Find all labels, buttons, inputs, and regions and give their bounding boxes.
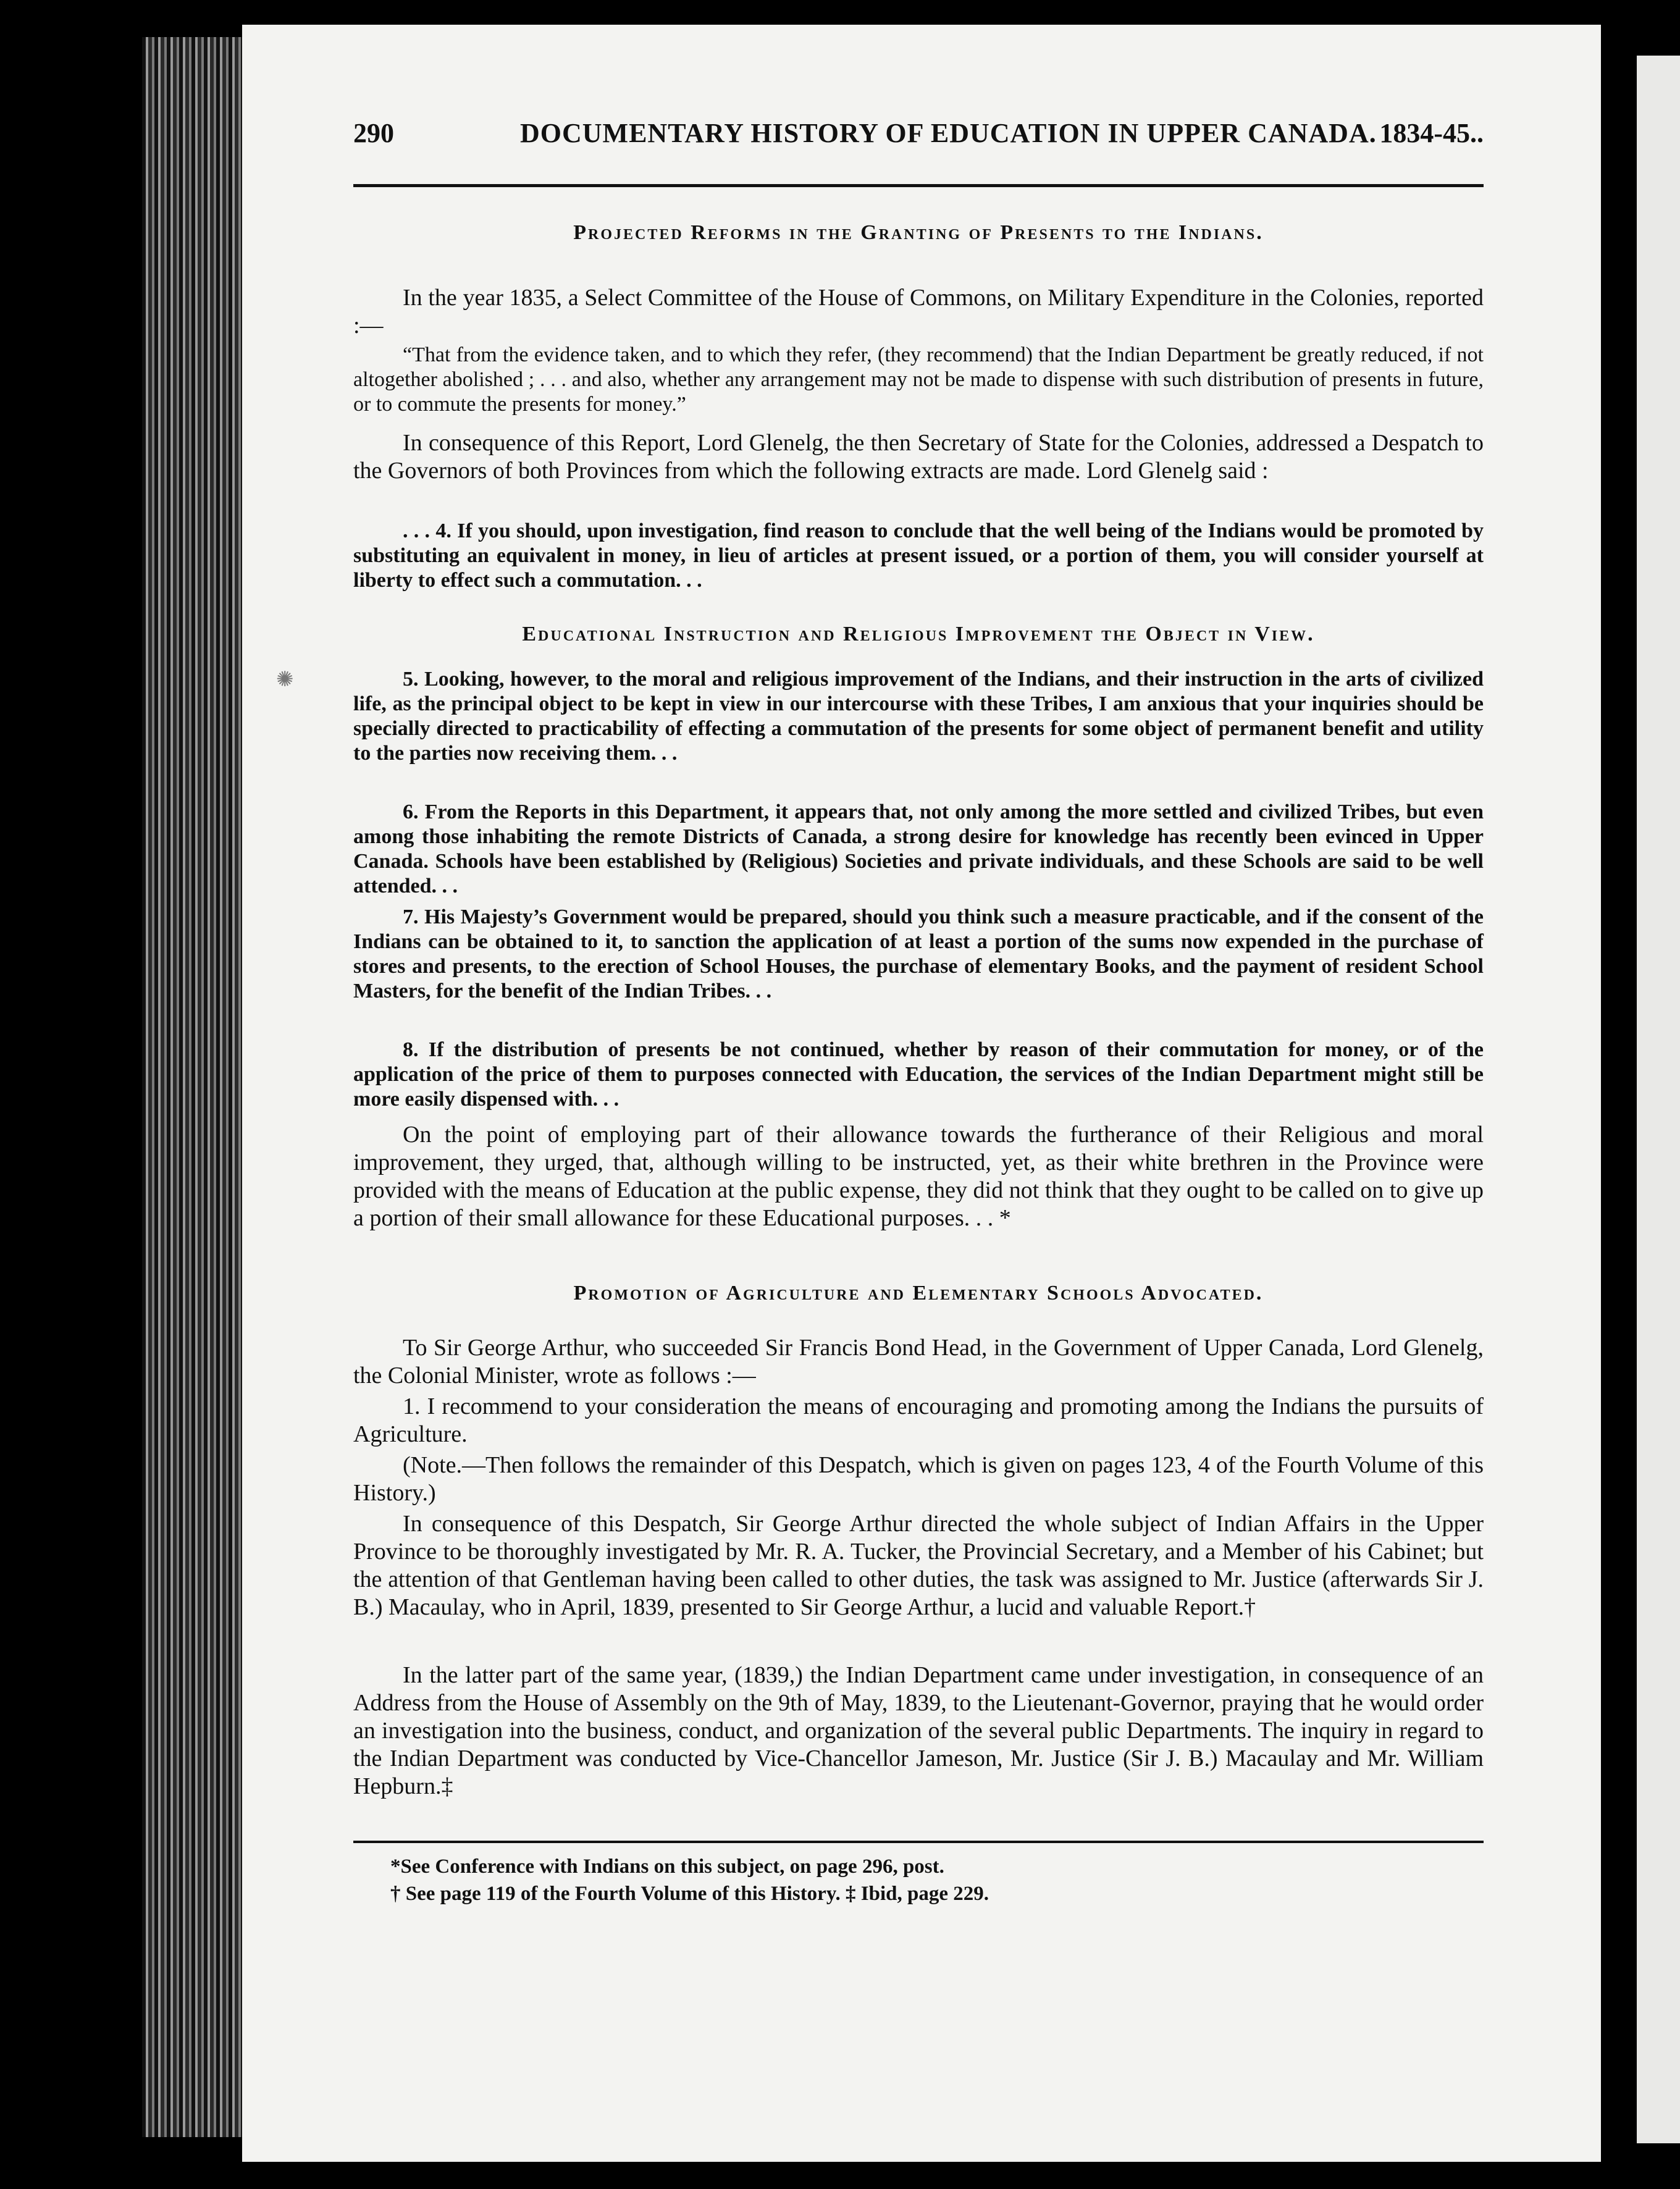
paragraph: (Note.—Then follows the remainder of this Despatch, which is given on pages 123, 4 of the Fourth Volume of this History.) <box>353 1452 1484 1506</box>
margin-mark-icon: ✺ <box>276 668 294 691</box>
body-text <box>353 1393 1484 1448</box>
quoted-text <box>353 343 1484 417</box>
paragraph: In the year 1835, a Select Committee of the House of Commons, on Military Expenditure in the Colonies, reported :— <box>353 285 1484 338</box>
section-heading: Promotion of Agriculture and Elementary Schools Advocated. <box>573 1282 1264 1305</box>
quoted-text <box>353 519 1484 593</box>
body-text <box>353 1662 1484 1800</box>
running-title: DOCUMENTARY HISTORY OF EDUCATION IN UPPER CANADA. <box>520 118 1377 148</box>
footnote: † See page 119 of the Fourth Volume of this History. ‡ Ibid, page 229. <box>390 1883 989 1905</box>
facing-page-edge <box>1637 56 1680 2143</box>
section-heading: Educational Instruction and Religious Improvement the Object in View. <box>522 623 1315 645</box>
paragraph: In the latter part of the same year, (1839,) the Indian Department came under investigation, in consequence of an Address from the House of Assembly on the 9th of May, 1839, to the Lieutenant-Governor, praying that he would order an investigation into the business, conduct, and organization of the several public Departments. The inquiry in regard to the Indian Department was conducted by Vice-Chancellor Jameson, Mr. Justice (Sir J. B.) Macaulay and Mr. William Hepburn.‡ <box>353 1662 1484 1799</box>
header-rule <box>353 184 1484 187</box>
quote-paragraph: 6. From the Reports in this Department, it appears that, not only among the more settled and civilized Tribes, but even among those inhabiting the remote Districts of Canada, a strong desire for knowledge has recently been evinced in Upper Canada. Schools have been established by (Religious) Societies and private individuals, and these Schools are said to be well attended. . . <box>353 800 1484 897</box>
document-page <box>242 25 1601 2162</box>
body-text <box>353 1452 1484 1507</box>
quote-paragraph: 5. Looking, however, to the moral and religious improvement of the Indians, and their instruction in the arts of civilized life, as the principal object to be kept in view in our intercourse with these Tribes, I am anxious that your inquiries should be specially directed to practicability of effecting a commutation of the presents for some object of permanent benefit and utility to the parties now receiving them. . . <box>353 668 1484 765</box>
quote-paragraph: 7. His Majesty’s Government would be prepared, should you think such a measure practicable, and if the consent of the Indians can be obtained to it, to sanction the application of at least a portion of the sums now expended in the purchase of stores and presents, to the erection of School Houses, the purchase of elementary Books, and the payment of resident School Masters, for the benefit of the Indian Tribes. . . <box>353 905 1484 1002</box>
year-range: 1834-45.. <box>1379 118 1484 148</box>
paragraph: In consequence of this Report, Lord Glenelg, the then Secretary of State for the Colonies, addressed a Despatch to the Governors of both Provinces from which the following extracts are made. Lord Glenelg said : <box>353 430 1484 484</box>
quote-paragraph: 8. If the distribution of presents be not continued, whether by reason of their commutation for money, or of the application of the price of them to purposes connected with Education, the services of the Indian Department might still be more easily dispensed with. . . <box>353 1038 1484 1111</box>
paragraph: In consequence of this Despatch, Sir George Arthur directed the whole subject of Indian Affairs in the Upper Province to be thoroughly investigated by Mr. R. A. Tucker, the Provincial Secretary, and a Member of his Cabinet; but the attention of that Gentleman having been called to other duties, the task was assigned to Mr. Justice (afterwards Sir J. B.) Macaulay, who in April, 1839, presented to Sir George Arthur, a lucid and valuable Report.† <box>353 1511 1484 1620</box>
footnote: *See Conference with Indians on this subject, on page 296, post. <box>390 1855 944 1878</box>
body-text <box>353 429 1484 485</box>
quoted-text <box>353 905 1484 1004</box>
body-text <box>353 1510 1484 1621</box>
quoted-text <box>353 800 1484 899</box>
section-heading: Projected Reforms in the Granting of Presents to the Indians. <box>573 221 1264 244</box>
book-page-edges <box>142 37 247 2137</box>
paragraph: To Sir George Arthur, who succeeded Sir Francis Bond Head, in the Government of Upper Canada, Lord Glenelg, the Colonial Minister, wrote as follows :— <box>353 1335 1484 1389</box>
quote-paragraph: “That from the evidence taken, and to which they refer, (they recommend) that the Indian Department be greatly reduced, if not altogether abolished ; . . . and also, whether any arrangement may not be made to dispense with such distribution of presents in future, or to commute the presents for money.” <box>353 343 1484 416</box>
footnote-rule <box>353 1841 1484 1843</box>
page-number: 290 <box>353 118 394 148</box>
quoted-text <box>353 1038 1484 1112</box>
paragraph: On the point of employing part of their allowance towards the furtherance of their Religious and moral improvement, they urged, that, although willing to be instructed, yet, as their white brethren in the Province were provided with the means of Education at the public expense, they did not think that they ought to be called on to give up a portion of their small allowance for these Educational purposes. . . * <box>353 1122 1484 1231</box>
body-text <box>353 1121 1484 1232</box>
paragraph: 1. I recommend to your consideration the means of encouraging and promoting among the Indians the pursuits of Agriculture. <box>353 1393 1484 1447</box>
footnotes <box>353 1853 1484 1907</box>
quote-paragraph: . . . 4. If you should, upon investigation, find reason to conclude that the well being of the Indians would be promoted by substituting an equivalent in money, in lieu of articles at present issued, or a portion of them, you will consider yourself at liberty to effect such a commutation. . . <box>353 519 1484 592</box>
book-gutter <box>1603 0 1637 2189</box>
body-text <box>353 1334 1484 1390</box>
page-header <box>353 117 1484 167</box>
quoted-text <box>353 667 1484 766</box>
body-text <box>353 284 1484 340</box>
